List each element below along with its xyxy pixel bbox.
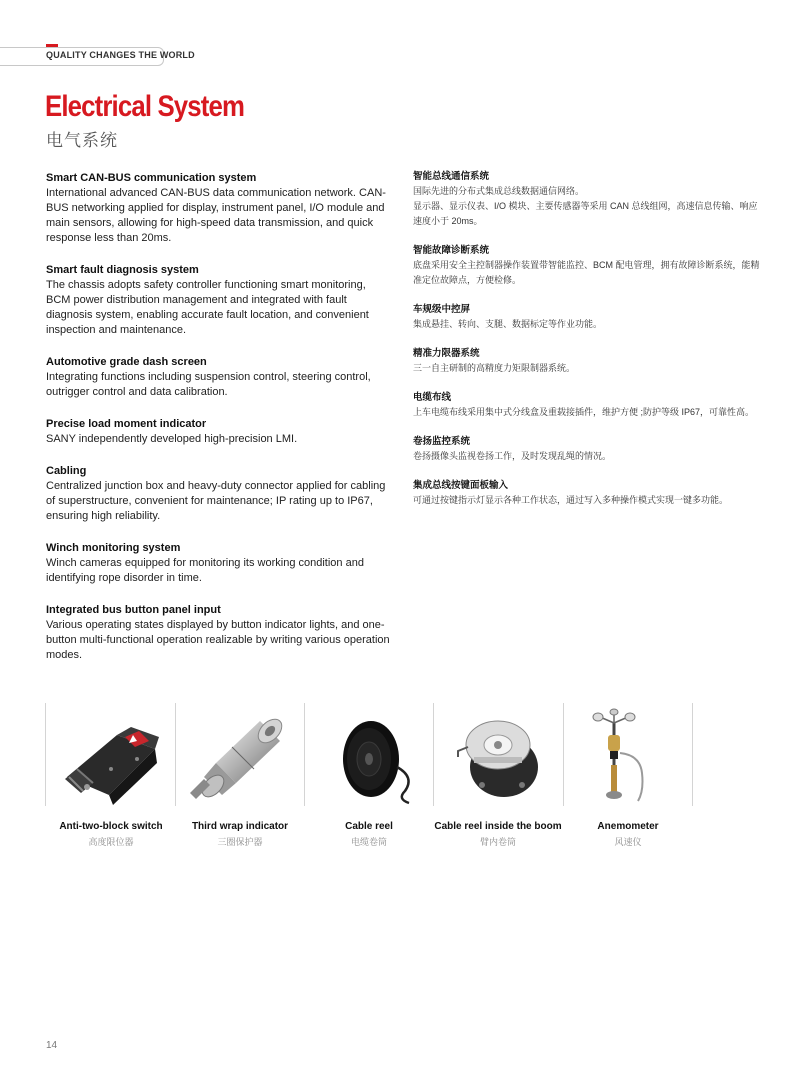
anemometer-image — [564, 707, 692, 807]
header-tagline: QUALITY CHANGES THE WORLD — [46, 50, 195, 60]
feature-heading: Winch monitoring system — [46, 542, 181, 554]
feature-description-cn: 集成悬挂、转向、支腿、数据标定等作业功能。 — [413, 319, 603, 329]
product-name: Third wrap indicator — [191, 821, 289, 832]
feature-heading: Automotive grade dash screen — [46, 356, 207, 368]
feature-description-cn: 三一自主研制的高精度力矩限制器系统。 — [413, 363, 576, 373]
feature-item — [46, 417, 392, 447]
feature-item-cn — [413, 346, 763, 376]
boom-cable-reel-image — [434, 707, 562, 807]
feature-item-cn — [413, 434, 763, 464]
cable-reel-image — [305, 707, 433, 807]
product-name-cn: 臂内卷筒 — [479, 837, 516, 847]
feature-item — [46, 464, 392, 524]
feature-heading-cn: 卷扬监控系统 — [413, 436, 471, 447]
product-gallery — [0, 703, 800, 853]
product-name: Cable reel inside the boom — [434, 821, 562, 832]
feature-heading: Integrated bus button panel input — [46, 604, 221, 616]
features-chinese-column — [413, 169, 763, 522]
product-name: Anti-two-block switch — [59, 821, 163, 832]
feature-item — [46, 263, 392, 338]
feature-description-cn: 卷扬摄像头监视卷扬工作，及时发现乱绳的情况。 — [413, 451, 612, 461]
feature-description-cn: 上车电缆布线采用集中式分线盒及重载接插件，维护方便 ;防护等级 IP67，可靠性高。 — [413, 407, 755, 417]
product-name-cn: 三圈保护器 — [217, 837, 263, 847]
feature-description: Winch cameras equipped for monitoring its working condition and identifying rope disorder in time. — [46, 557, 364, 584]
feature-item-cn — [413, 302, 763, 332]
product-name-cn: 高度限位器 — [88, 837, 134, 847]
feature-description: Centralized junction box and heavy-duty connector applied for cabling of superstructure, convenient for maintenance; IP rating up to IP67, ensuring high reliability. — [46, 480, 386, 522]
feature-heading: Smart fault diagnosis system — [46, 264, 199, 276]
feature-description-cn: 底盘采用安全主控制器操作装置带智能监控、BCM 配电管理，拥有故障诊断系统，能精准定位故障点，方便检修。 — [413, 260, 760, 285]
feature-item — [46, 171, 392, 246]
gallery-divider — [692, 703, 693, 806]
feature-item — [46, 355, 392, 400]
anti-two-block-switch-image — [47, 707, 175, 807]
feature-item-cn — [413, 169, 763, 229]
feature-item-cn — [413, 243, 763, 288]
feature-description: The chassis adopts safety controller functioning smart monitoring, BCM power distribution management and integrated with fault diagnosis system, enabling accurate fault location, and convenient inspection and maintenance. — [46, 279, 369, 336]
feature-heading-cn: 电缆布线 — [413, 392, 452, 403]
feature-item-cn — [413, 390, 763, 420]
feature-heading-cn: 精准力限器系统 — [413, 348, 480, 359]
feature-description: Integrating functions including suspension control, steering control, outrigger control and data calibration. — [46, 371, 371, 398]
feature-item — [46, 541, 392, 586]
features-english-column — [46, 171, 392, 680]
feature-heading-cn: 智能总线通信系统 — [413, 171, 490, 182]
feature-description: Various operating states displayed by button indicator lights, and one-button multi-functional operation realizable by writing various operation modes. — [46, 619, 390, 661]
gallery-divider — [45, 703, 46, 806]
page-title: Electrical System — [45, 90, 245, 123]
product-name: Cable reel — [345, 821, 393, 832]
feature-description-cn: 国际先进的分布式集成总线数据通信网络。 显示器、显示仪表、I/O 模块、主要传感器等采用 CAN 总线组网，高速信息传输、响应速度小于 20ms。 — [413, 186, 758, 226]
feature-heading-cn: 集成总线按键面板输入 — [413, 480, 509, 491]
feature-description-cn: 可通过按键指示灯显示各种工作状态，通过写入多种操作模式实现一键多功能。 — [413, 495, 729, 505]
product-name-cn: 电缆卷筒 — [350, 837, 387, 847]
feature-heading-cn: 智能故障诊断系统 — [413, 245, 490, 256]
feature-heading: Cabling — [46, 465, 87, 477]
feature-heading: Smart CAN-BUS communication system — [46, 172, 257, 184]
product-name: Anemometer — [597, 821, 659, 832]
feature-heading: Precise load moment indicator — [46, 418, 207, 430]
page-number: 14 — [46, 1040, 58, 1051]
page-title-chinese: 电气系统 — [46, 131, 118, 150]
third-wrap-indicator-image — [176, 707, 304, 807]
feature-item — [46, 603, 392, 663]
feature-description: International advanced CAN-BUS data communication network. CAN-BUS networking applied for display, instrument panel, I/O module and main sensors, allowing for high-speed data transmission, and quick response less than 20ms. — [46, 187, 386, 244]
feature-heading-cn: 车规级中控屏 — [413, 304, 471, 315]
product-name-cn: 风速仪 — [614, 837, 642, 847]
feature-description: SANY independently developed high-precision LMI. — [46, 433, 298, 445]
feature-item-cn — [413, 478, 763, 508]
